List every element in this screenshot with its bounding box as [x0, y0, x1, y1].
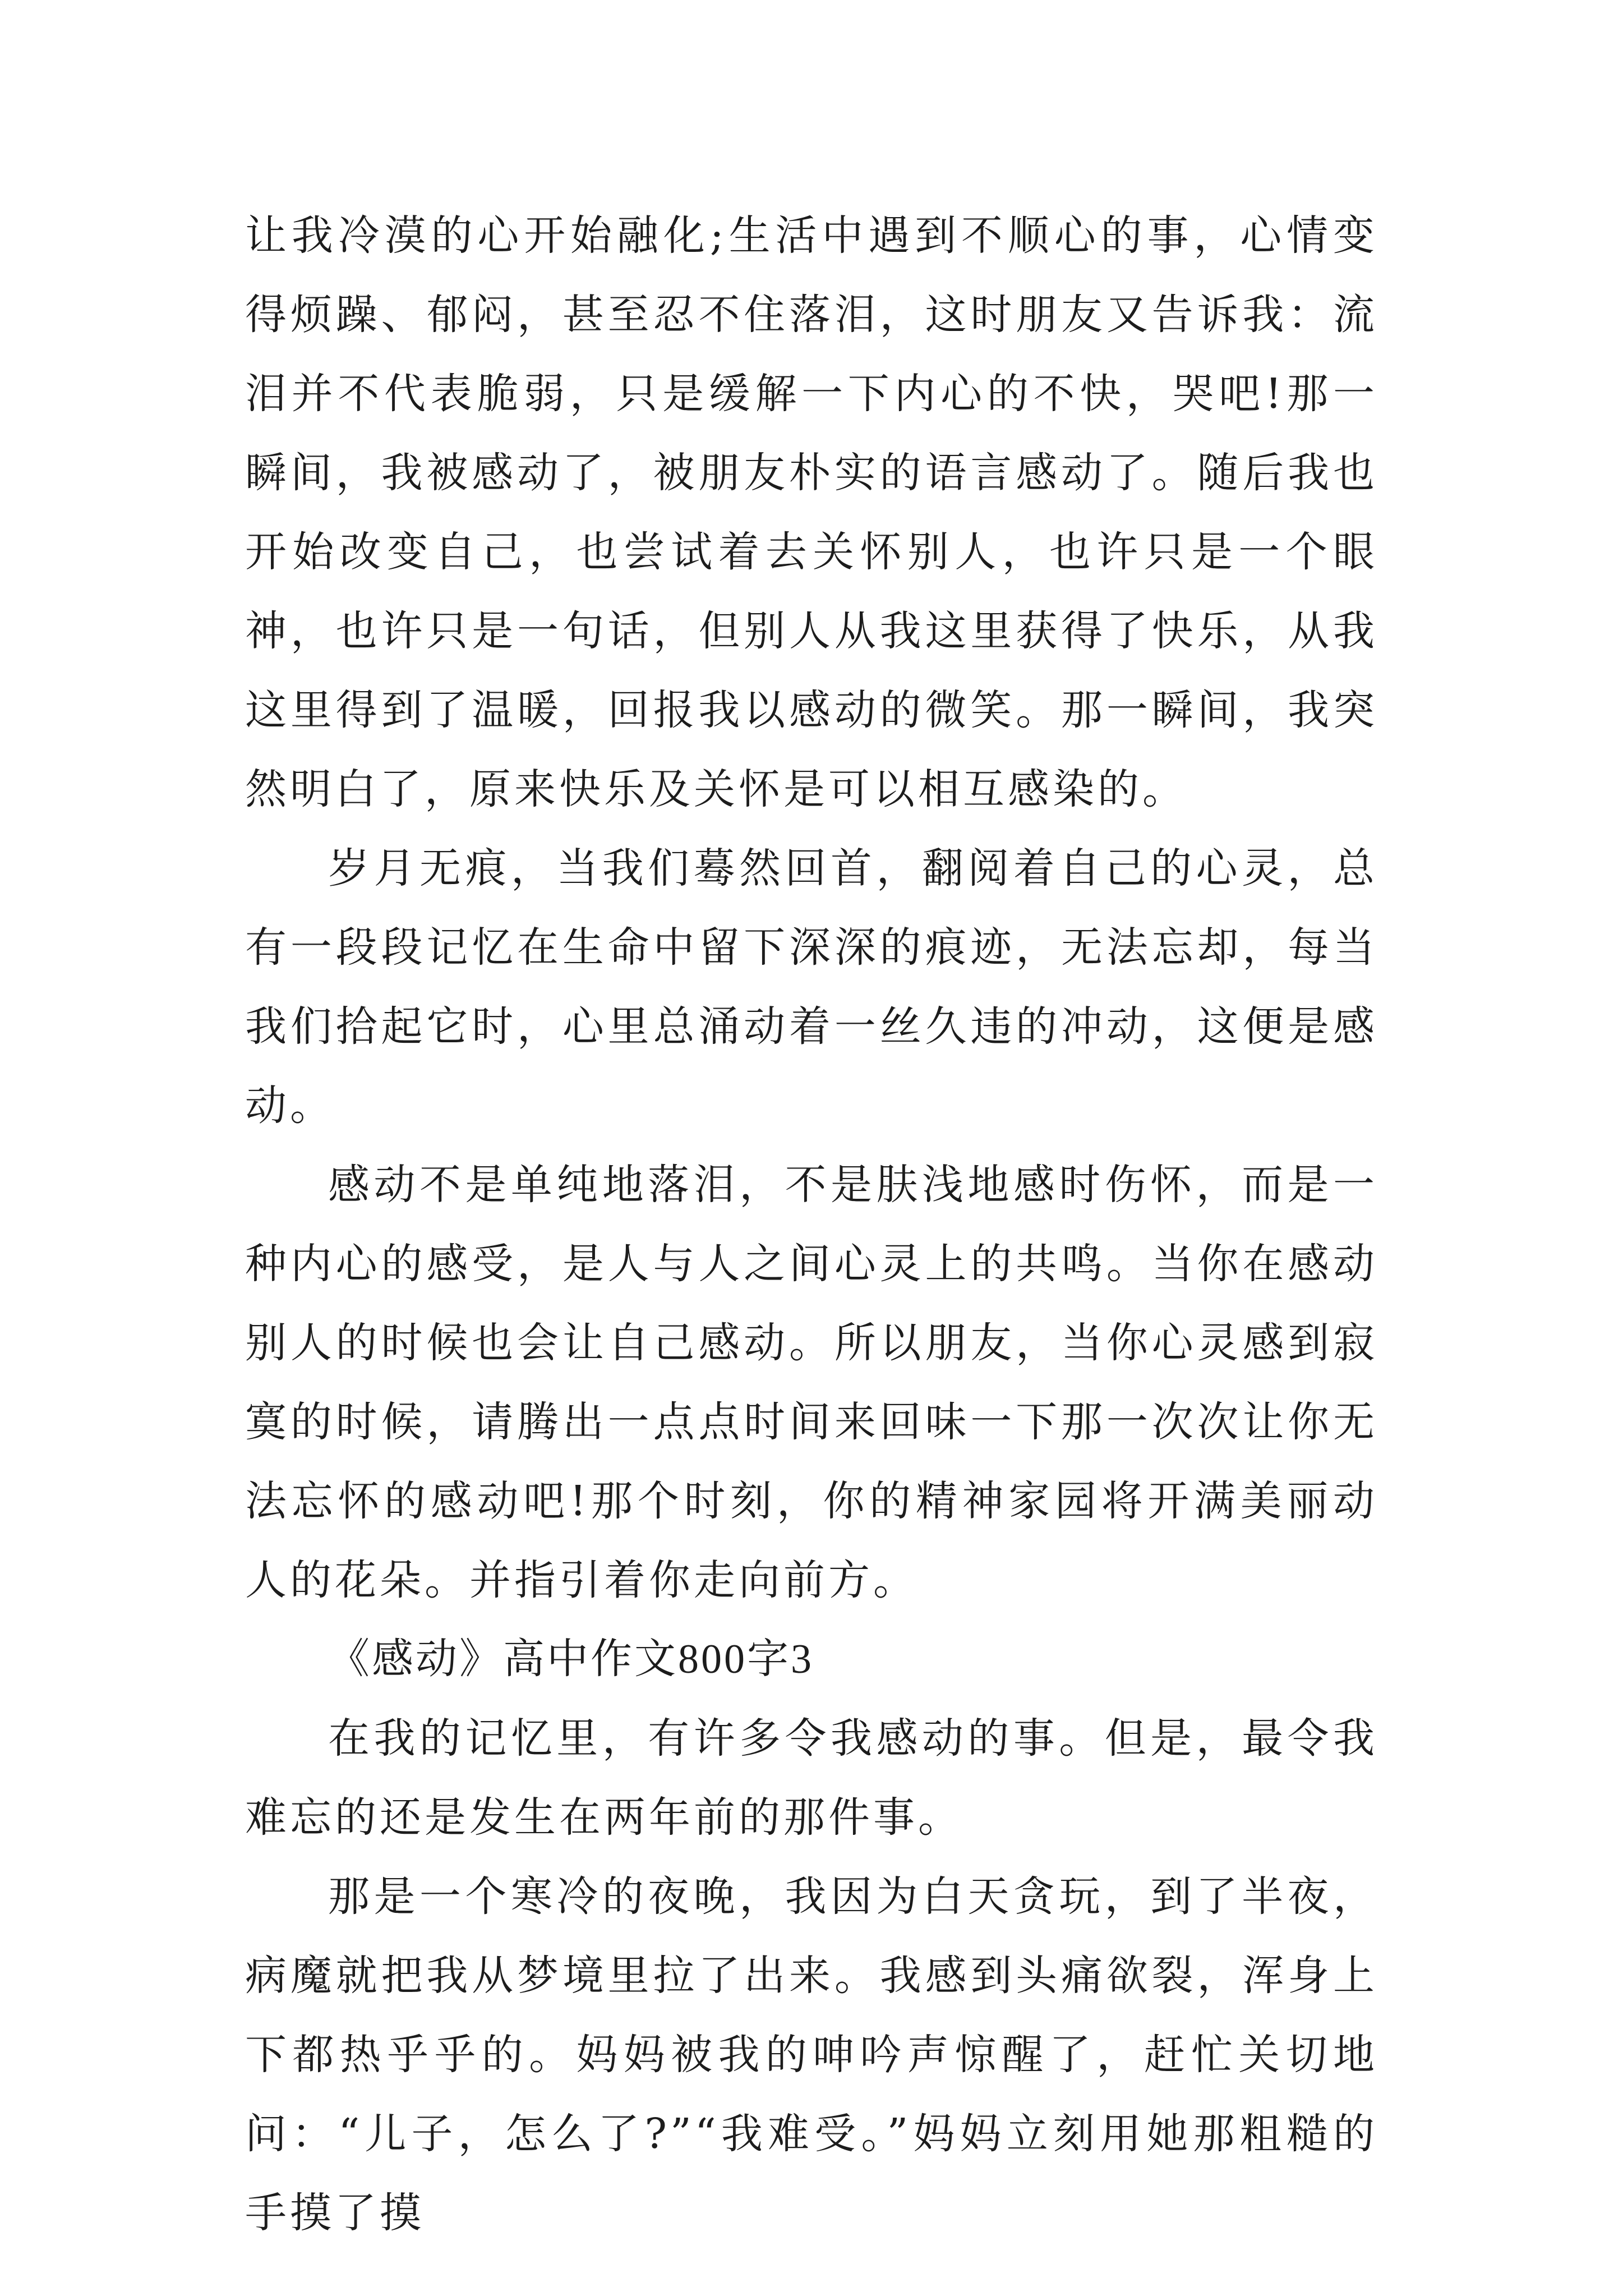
- body-text: [245, 196, 1378, 2253]
- paragraph: 岁月无痕，当我们蓦然回首，翻阅着自己的心灵，总有一段段记忆在生命中留下深深的痕迹，无法忘却，每当我们拾起它时，心里总涌动着一丝久违的冲动，这便是感动。: [245, 844, 1378, 1130]
- paragraph: 那是一个寒冷的夜晚，我因为白天贪玩，到了半夜，病魔就把我从梦境里拉了出来。我感到头痛欲裂，浑身上下都热乎乎的。妈妈被我的呻吟声惊醒了，赶忙关切地问：“儿子，怎么了?”“我难受。”妈妈立刻用她那粗糙的手摸了摸: [245, 1872, 1378, 2237]
- paragraph-continued: 让我冷漠的心开始融化;生活中遇到不顺心的事，心情变得烦躁、郁闷，甚至忍不住落泪，这时朋友又告诉我：流泪并不代表脆弱，只是缓解一下内心的不快，哭吧!那一瞬间，我被感动了，被朋友朴实的语言感动了。随后我也开始改变自己，也尝试着去关怀别人，也许只是一个眼神，也许只是一句话，但别人从我这里获得了快乐，从我这里得到了温暖，回报我以感动的微笑。那一瞬间，我突然明白了，原来快乐及关怀是可以相互感染的。: [245, 211, 1378, 813]
- paragraph: 在我的记忆里，有许多令我感动的事。但是，最令我难忘的还是发生在两年前的那件事。: [245, 1714, 1378, 1842]
- paragraph: 感动不是单纯地落泪，不是肤浅地感时伤怀，而是一种内心的感受，是人与人之间心灵上的共鸣。当你在感动别人的时候也会让自己感动。所以朋友，当你心灵感到寂寞的时候，请腾出一点点时间来回味一下那一次次让你无法忘怀的感动吧!那个时刻，你的精神家园将开满美丽动人的花朵。并指引着你走向前方。: [245, 1161, 1378, 1604]
- section-heading: 《感动》高中作文800字3: [328, 1636, 814, 1682]
